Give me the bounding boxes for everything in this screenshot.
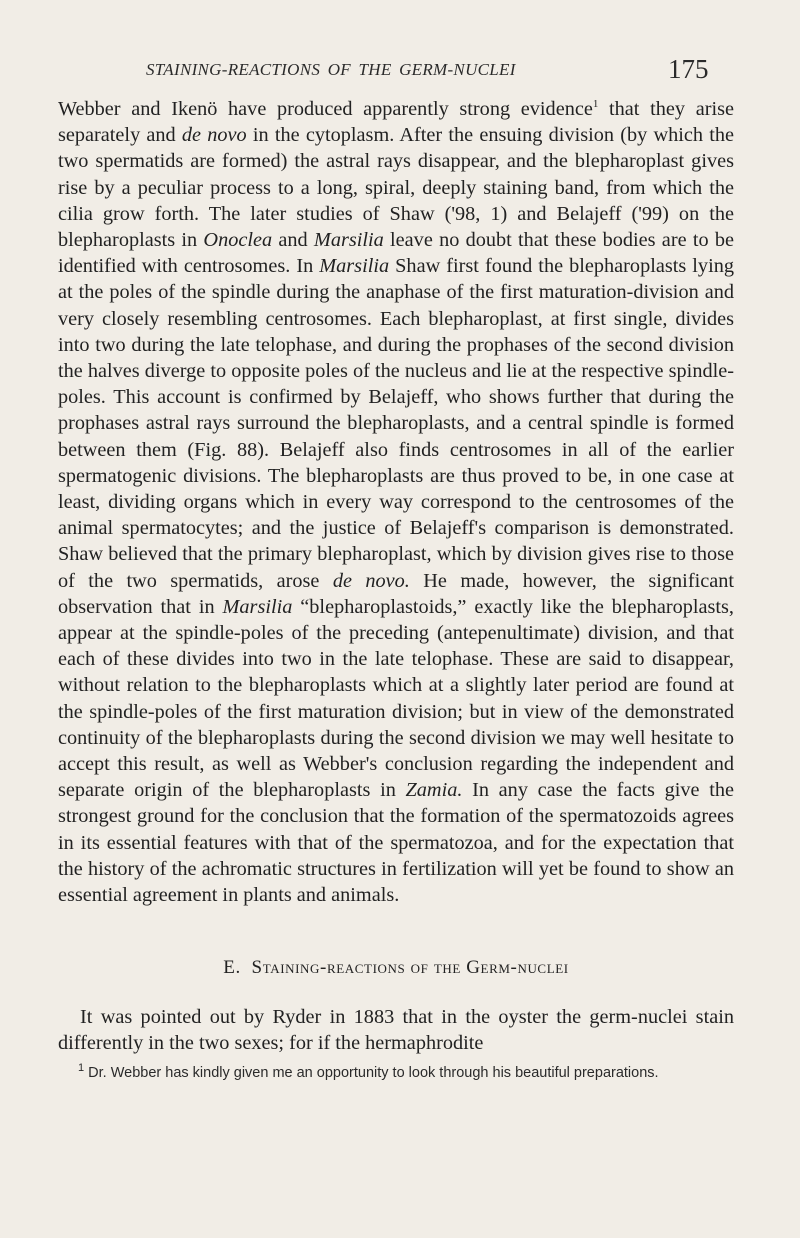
section-paragraph-text: It was pointed out by Ryder in 1883 that in the oyster the germ-nuclei stain differently in the two sexes; for if the hermaphrodite (58, 1006, 734, 1055)
footnote (58, 1064, 734, 1084)
text-run: leave no doubt that these bodies are to be identified with centrosomes. In (58, 229, 734, 278)
text-run: He made, however, the significant observation that in (58, 569, 734, 618)
text-run: Shaw first found the blepharoplasts lying at the poles of the spindle during the anaphase of the first maturation-division and very closely resembling centrosomes. Each blepharoplast, at first single, divides into two during the late telophase, and during the prophases of the second division the halves diverge to opposite poles of the nucleus and lie at the respective spindle-poles. This account is confirmed by Belajeff, who shows further that during the prophases astral rays surround the blepharoplasts, and a central spindle is formed between them (Fig. 88). Belajeff also finds centrosomes in all of the earlier spermatogenic divisions. The blepharoplasts are thus proved to be, in one case at least, dividing organs which in every way correspond to the centrosomes of the animal spermatocytes; and the justice of Belajeff's comparison is demonstrated. Shaw believed that the primary blepharoplast, which by division gives rise to those of the two spermatids, arose (58, 255, 734, 592)
italic-term: de novo (181, 124, 247, 147)
running-head (0, 54, 800, 98)
main-paragraph (58, 96, 734, 908)
page-number: 175 (668, 54, 709, 84)
footnote-text (58, 1064, 734, 1084)
section-letter: E. (223, 957, 241, 978)
italic-term: Marsilia (313, 229, 384, 252)
footnote-reference: 1 (592, 98, 599, 111)
italic-term: Onoclea (203, 229, 273, 252)
italic-term: Marsilia (222, 595, 293, 618)
footnote-marker: 1 (78, 1062, 85, 1075)
section-heading (58, 957, 734, 979)
section-paragraph (58, 1004, 734, 1056)
italic-term: Marsilia (319, 255, 390, 278)
italic-term: Zamia. (405, 779, 463, 802)
text-run: that they arise separately and (58, 98, 734, 147)
text-run: In any case the facts give the strongest ground for the conclusion that the formation of the spermatozoids agrees in its essential features with that of the spermatozoa, and for the expectation that the history of the achromatic structures in fertilization will yet be found to show an essential agreement in plants and animals. (58, 779, 734, 907)
text-run: in the cytoplasm. After the ensuing division (by which the two spermatids are formed) the astral rays disappear, and the blepharoplast gives rise by a peculiar process to a long, spiral, deeply staining band, from which the cilia grow forth. The later studies of Shaw ('98, 1) and Belajeff ('99) on the blepharoplasts in (58, 124, 734, 252)
section-title: Staining-reactions of the Germ-nuclei (251, 957, 569, 978)
text-run: Webber and Ikenö have produced apparently strong evidence (58, 98, 593, 120)
running-head-title: STAINING-REACTIONS OF THE GERM-NUCLEI (146, 60, 516, 79)
footnote-body: Dr. Webber has kindly given me an opportunity to look through his beautiful preparations. (84, 1065, 659, 1081)
text-run: “blepharoplastoids,” exactly like the blepharoplasts, appear at the spindle-poles of the preceding (antepenultimate) division, and that each of these divides into two in the late telophase. These are said to disappear, without relation to the blepharoplasts which at a slightly later period are found at the spindle-poles of the first maturation division; but in view of the demonstrated continuity of the blepharoplasts during the second division we may well hesitate to accept this result, as well as Webber's conclusion regarding the independent and separate origin of the blepharoplasts in (58, 595, 734, 802)
paragraph-1 (58, 96, 734, 908)
text-run: and (272, 229, 314, 252)
italic-term: de novo. (332, 569, 410, 592)
